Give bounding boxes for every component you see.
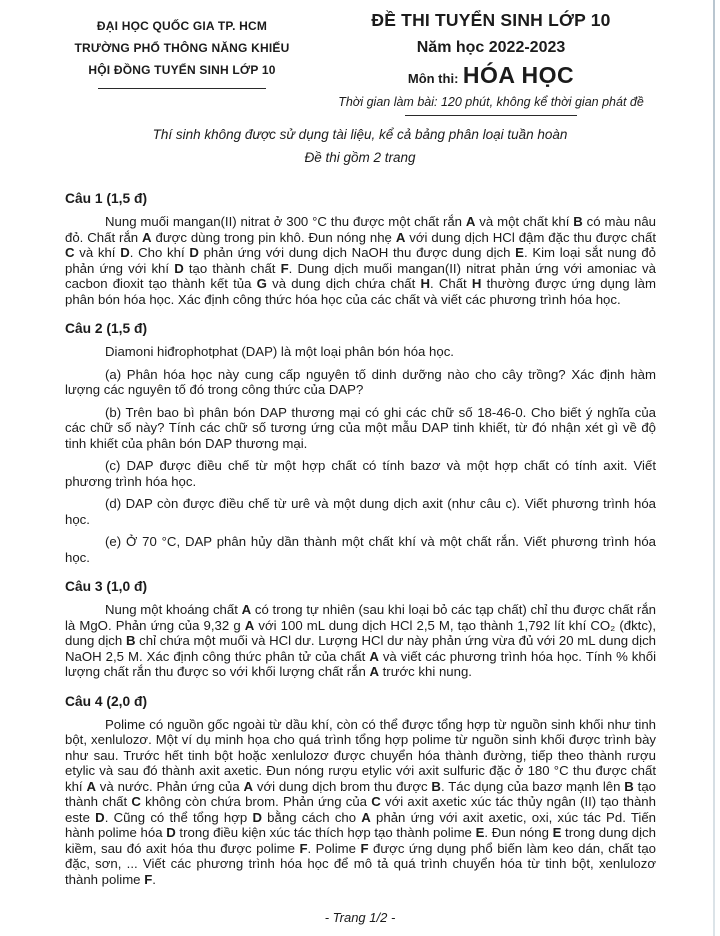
subject-label: Môn thi: [407,71,459,86]
question-3-paragraph: Nung một khoáng chất A có trong tự nhiên (sau khi loại bỏ các tạp chất) chỉ thu được chất rắn là MgO. Phản ứng của 9,32 g A với 100 mL dung dịch HCl 2,5 M, tạo thành 1,792 lít khí CO₂ (đktc), dung dịch B chỉ chứa một muối và HCl dư. Lượng HCl dư này phản ứng vừa đủ với 20 mL dung dịch NaOH 2,5 M. Xác định công thức phân tử của chất A và viết các phương trình hóa học. Tính % khối lượng chất rắn thu được so với khối lượng chất rắn A trước khi nung. [65,602,656,679]
subject-name: HÓA HỌC [462,62,575,88]
question-2 [65,320,656,565]
question-4-paragraph: Polime có nguồn gốc ngoài từ dầu khí, còn có thể được tổng hợp từ nguồn sinh khối như tinh bột, xenlulozơ. Một ví dụ minh họa cho quá trình tổng hợp polime từ nguồn sinh khối được trình bày như sau. Trước hết tinh bột hoặc xenlulozơ được chuyển hóa thành đường, tiếp theo thành rượu etylic và sau đó thành axit axetic. Đun nóng rượu etylic với axit sulfuric đặc ở 180 °C thu được chất khí A và nước. Phản ứng của A với dung dịch brom thu được B. Tác dụng của bazơ mạnh lên B tạo thành chất C không còn chứa brom. Phản ứng của C với axit axetic xúc tác thủy ngân (II) tạo thành este D. Cũng có thể tổng hợp D bằng cách cho A phản ứng với axit axetic, oxi, xúc tác Pd. Tiến hành polime hóa D trong điều kiện xúc tác thích hợp tạo thành polime E. Đun nóng E trong dung dịch kiềm, sau đó axit hóa thu được polime F. Polime F được ứng dụng phổ biến làm keo dán, chất tạo đặc, sơn, ... Viết các phương trình hóa học để mô tả quá trình chuyển hóa từ tinh bột, xenlulozơ thành polime F. [65,716,657,887]
duration-divider [405,115,577,116]
question-2-intro: Diamoni hiđrophotphat (DAP) là một loại phân bón hóa học. [105,344,454,359]
issuer-line-university: ĐẠI HỌC QUỐC GIA TP. HCM [96,19,268,33]
question-1-paragraph: Nung muối mangan(II) nitrat ở 300 °C thu được một chất rắn A và một chất khí B có màu nâu đỏ. Chất rắn A được dùng trong pin khô. Đun nóng nhẹ A với dung dịch HCl đậm đặc thu được chất C và khí D. Cho khí D phản ứng với dung dịch NaOH thu được dung dịch E. Kim loại sắt nung đỏ phản ứng với khí D tạo thành chất F. Dung dịch muối mangan(II) nitrat phản ứng với amoniac và cacbon đioxit tạo thành kết tủa G và dung dịch chứa chất H. Chất H thường được ứng dụng làm phân bón hóa học. Xác định công thức hóa học của các chất và viết các phương trình hóa học. [65,214,656,307]
exam-subject-line [320,62,662,92]
page-number: - Trang 1/2 - [324,910,396,925]
question-4-heading: Câu 4 (2,0 đ) [65,693,148,709]
question-2-part-a: (a) Phân hóa học này cung cấp nguyên tố dinh dưỡng nào cho cây trồng? Xác định hàm lượng các nguyên tố đó trong công thức của DAP? [65,366,656,397]
question-4 [65,693,656,888]
question-2-part-b: (b) Trên bao bì phân bón DAP thương mại có ghi các chữ số 18-46-0. Cho biết ý nghĩa của các chữ số này? Tính các chữ số tương ứng của một mẫu DAP tinh khiết, từ đó nhận xét gì về độ tinh khiết của phân bón DAP thương mại. [65,404,656,451]
exam-title-block [306,10,662,116]
question-3-heading: Câu 3 (1,0 đ) [65,579,148,594]
exam-title: ĐỀ THI TUYỂN SINH LỚP 10 [371,10,611,30]
notice-no-materials: Thí sinh không được sử dụng tài liệu, kể cả bảng phân loại tuần hoàn [152,127,568,142]
notices-block [0,123,720,169]
question-1-heading: Câu 1 (1,5 đ) [65,191,148,206]
question-2-part-d: (d) DAP còn được điều chế từ urê và một dung dịch axit (như câu c). Viết phương trình hóa học. [65,496,656,527]
issuer-block [58,10,306,116]
question-2-heading: Câu 2 (1,5 đ) [65,321,148,336]
exam-body [0,190,720,887]
exam-duration: Thời gian làm bài: 120 phút, không kể thời gian phát đề [338,95,644,109]
issuer-line-council: HỘI ĐỒNG TUYỂN SINH LỚP 10 [88,63,276,77]
question-1 [65,190,656,307]
notice-page-count: Đề thi gồm 2 trang [304,150,416,165]
question-2-part-c: (c) DAP được điều chế từ một hợp chất có tính bazơ và một hợp chất có tính axit. Viết phương trình hóa học. [65,458,656,489]
question-3 [65,578,656,680]
exam-school-year: Năm học 2022-2023 [416,39,566,56]
issuer-divider [98,88,266,89]
page-header [0,0,720,116]
scan-edge-line [713,0,715,936]
issuer-line-school: TRƯỜNG PHỔ THÔNG NĂNG KHIẾU [74,41,290,55]
question-2-part-e: (e) Ở 70 °C, DAP phân hủy dần thành một chất khí và một chất rắn. Viết phương trình hóa học. [65,534,656,565]
